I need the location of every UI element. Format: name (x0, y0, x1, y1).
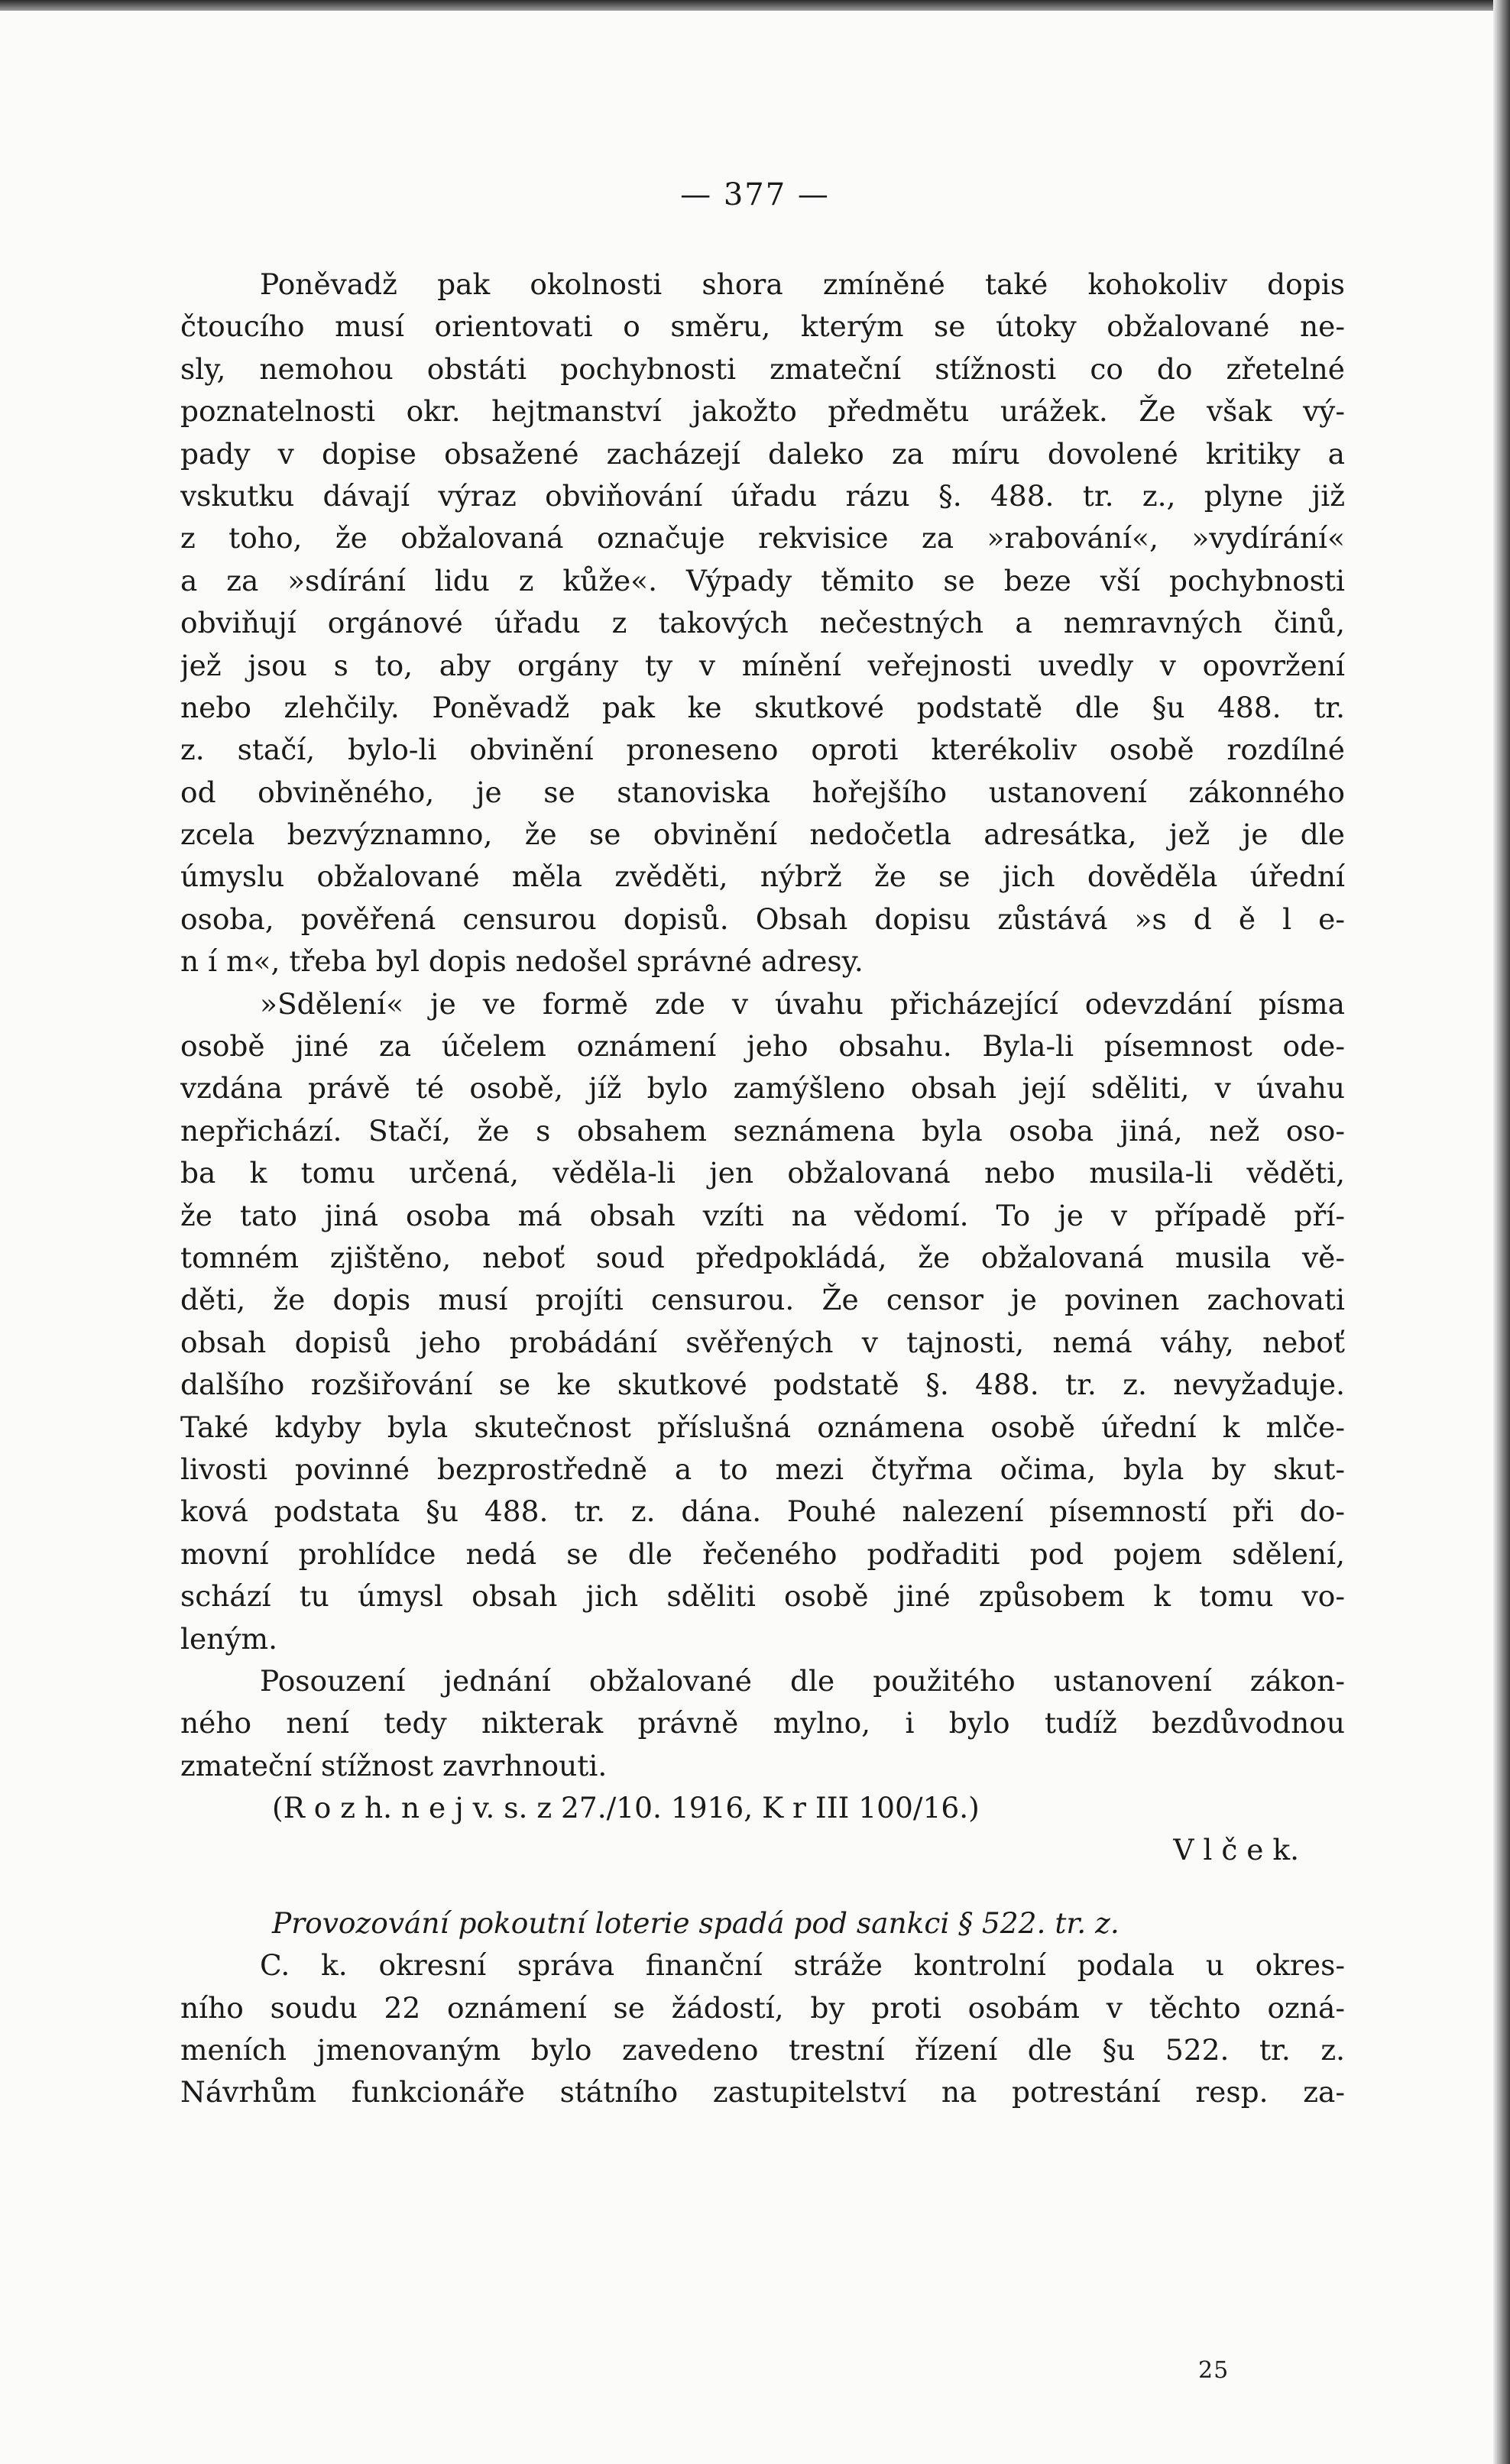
text-line: poznatelnosti okr. hejtmanství jakožto předmětu urážek. Že však vý- (180, 394, 1345, 429)
text-line: obviňují orgánové úřadu z takových nečestných a nemravných činů, (180, 606, 1345, 640)
page-number: — 377 — (680, 177, 830, 212)
text-line: tomném zjištěno, neboť soud předpokládá, že obžalovaná musila vě- (180, 1240, 1345, 1274)
text-line: leným. (180, 1621, 278, 1656)
text-line: děti, že dopis musí projíti censurou. Že censor je povinen zachovati (180, 1283, 1345, 1317)
text-line: a za »sdírání lidu z kůže«. Výpady těmito se beze vší pochybnosti (180, 563, 1345, 597)
text-line: zcela bezvýznamno, že se obvinění nedočetla adresátka, jež je dle (180, 818, 1345, 852)
text-line: ková podstata §u 488. tr. z. dána. Pouhé nalezení písemností při do- (180, 1494, 1345, 1529)
text-line: osobě jiné za účelem oznámení jeho obsahu. Byla-li písemnost ode- (180, 1029, 1345, 1064)
scan-shadow-right (1493, 0, 1510, 2464)
paragraph (180, 983, 1345, 1660)
text-line: obsah dopisů jeho probádání svěřených v tajnosti, nemá váhy, neboť (180, 1325, 1345, 1359)
text-line: vskutku dávají výraz obviňování úřadu rázu §. 488. tr. z., plyne již (180, 478, 1345, 513)
text-line: sly, nemohou obstáti pochybnosti zmateční stížnosti co do zřetelné (180, 351, 1345, 386)
scan-shadow-top (0, 0, 1510, 11)
text-line: dalšího rozšiřování se ke skutkové podstatě §. 488. tr. z. nevyžaduje. (180, 1368, 1345, 1402)
text-line: Posouzení jednání obžalované dle použitého ustanovení zákon- (260, 1663, 1345, 1698)
text-line: zmateční stížnost zavrhnouti. (180, 1748, 608, 1782)
text-line: meních jmenovaným bylo zavedeno trestní řízení dle §u 522. tr. z. (180, 2033, 1345, 2067)
text-line: n í m«, třeba byl dopis nedošel správné adresy. (180, 944, 864, 979)
signature-mark: 25 (1198, 2357, 1230, 2384)
text-line: Poněvadž pak okolnosti shora zmíněné také kohokoliv dopis (260, 267, 1345, 301)
paragraph (180, 1944, 1345, 2114)
section-gap (180, 1872, 1345, 1902)
text-line: od obviněného, je se stanoviska hořejšího ustanovení zákonného (180, 775, 1345, 809)
text-line: C. k. okresní správa finanční stráže kontrolní podala u okres- (260, 1948, 1345, 1983)
text-line: nebo zlehčily. Poněvadž pak ke skutkové podstatě dle §u 488. tr. (180, 690, 1345, 724)
text-line: ba k tomu určená, věděla-li jen obžalovaná nebo musila-li věděti, (180, 1156, 1345, 1190)
text-line: čtoucího musí orientovati o směru, kterým se útoky obžalované ne- (180, 309, 1345, 344)
text-line: livosti povinné bezprostředně a to mezi čtyřma očima, byla by skut- (180, 1452, 1345, 1486)
text-line: nepřichází. Stačí, že s obsahem seznámena byla osoba jiná, než oso- (180, 1113, 1345, 1148)
body-text (180, 264, 1345, 2114)
paragraph (180, 264, 1345, 983)
text-line: úmyslu obžalované měla zvěděti, nýbrž že se jich dověděla úřední (180, 860, 1345, 894)
paragraph (180, 1660, 1345, 1787)
text-line: že tato jiná osoba má obsah vzíti na vědomí. To je v případě pří- (180, 1198, 1345, 1232)
text-line: Návrhům funkcionáře státního zastupitelství na potrestání resp. za- (180, 2075, 1345, 2109)
text-line: vzdána právě té osobě, jíž bylo zamýšleno obsah její sděliti, v úvahu (180, 1071, 1345, 1106)
author-signature: V l č e k. (1173, 1833, 1299, 1867)
text-line: jež jsou s to, aby orgány ty v mínění veřejnosti uvedly v opovržení (180, 648, 1345, 682)
case-citation: (R o z h. n e j v. s. z 27./10. 1916, K r III 100/16.) (272, 1791, 980, 1825)
text-line: Také kdyby byla skutečnost příslušná oznámena osobě úřední k mlče- (180, 1410, 1345, 1444)
text-line: movní prohlídce nedá se dle řečeného podřaditi pod pojem sdělení, (180, 1536, 1345, 1571)
text-line: pady v dopise obsažené zacházejí daleko za míru dovolené kritiky a (180, 436, 1345, 471)
text-line: z. stačí, bylo-li obvinění proneseno oproti kterékoliv osobě rozdílné (180, 733, 1345, 767)
text-line: z toho, že obžalovaná označuje rekvisice za »rabování«, »vydírání« (180, 521, 1345, 555)
text-line: »Sdělení« je ve formě zde v úvahu přicházející odevzdání písma (260, 986, 1345, 1021)
section-heading: Provozování pokoutní loterie spadá pod sankci § 522. tr. z. (272, 1905, 1120, 1940)
text-line: osoba, pověřená censurou dopisů. Obsah dopisu zůstává »s d ě l e- (180, 902, 1345, 936)
text-line: schází tu úmysl obsah jich sděliti osobě jiné způsobem k tomu vo- (180, 1579, 1345, 1614)
text-line: ního soudu 22 oznámení se žádostí, by proti osobám v těchto ozná- (180, 1990, 1345, 2025)
text-line: ného není tedy nikterak právně mylno, i bylo tudíž bezdůvodnou (180, 1706, 1345, 1740)
